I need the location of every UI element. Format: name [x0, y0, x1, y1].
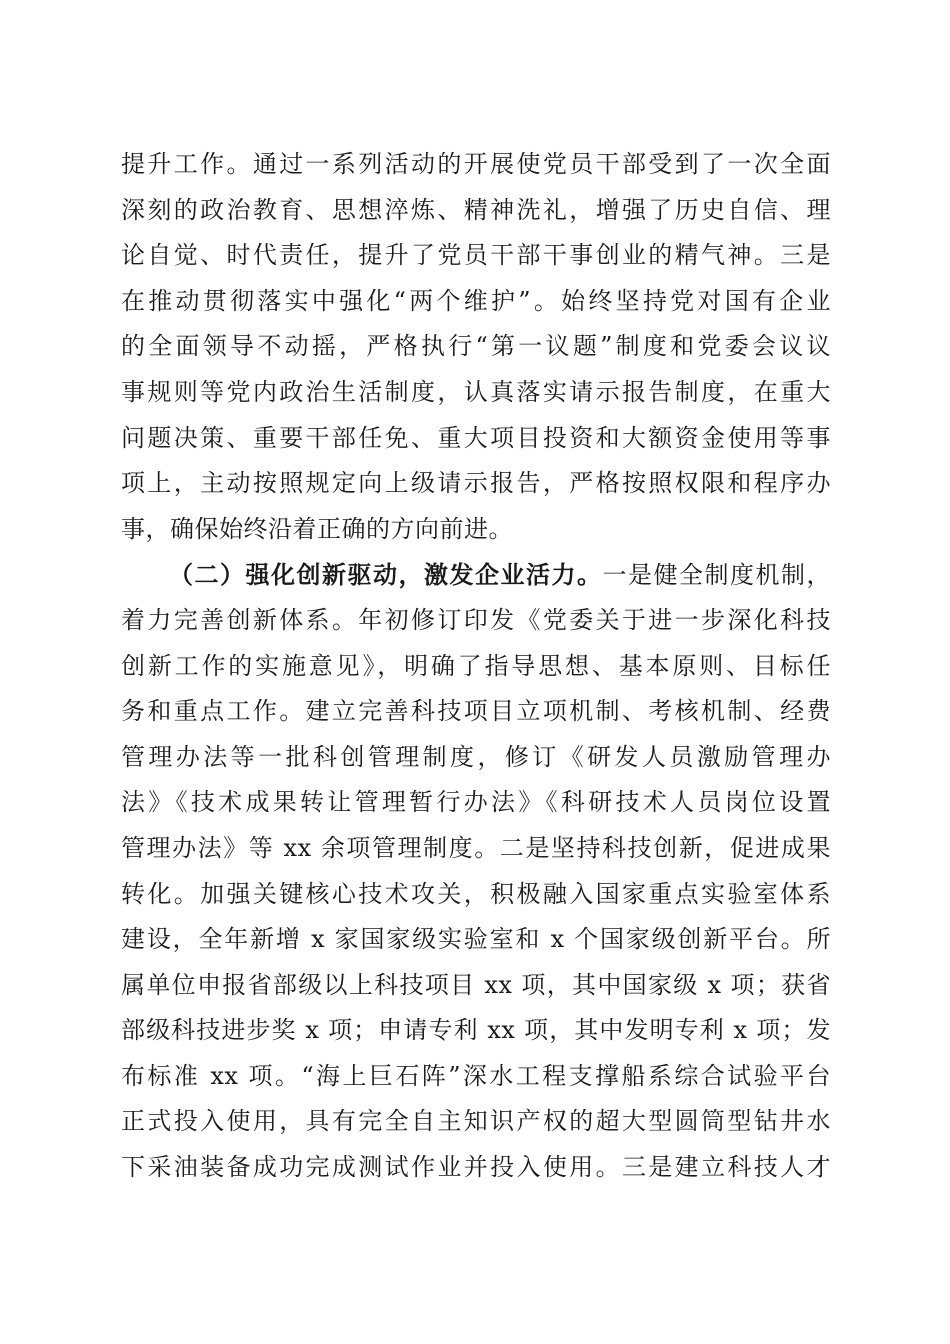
text-line: 部级科技进步奖 x 项；申请专利 xx 项，其中发明专利 x 项；发	[121, 1016, 831, 1045]
text-line: 事，确保始终沿着正确的方向前进。	[121, 514, 513, 543]
text-line	[121, 552, 831, 598]
text-line: 法》《技术成果转让管理暂行办法》《科研技术人员岗位设置	[121, 788, 831, 817]
text-line: 创新工作的实施意见》，明确了指导思想、基本原则、目标任	[121, 651, 831, 680]
text-line: 的全面领导不动摇，严格执行“第一议题”制度和党委会议议	[121, 332, 831, 361]
text-line: 深刻的政治教育、思想淬炼、精神洗礼，增强了历史自信、理	[121, 195, 831, 224]
text-line: 属单位申报省部级以上科技项目 xx 项，其中国家级 x 项；获省	[121, 970, 831, 999]
text-line: 提升工作。通过一系列活动的开展使党员干部受到了一次全面	[121, 150, 831, 178]
text-line: 项上，主动按照规定向上级请示报告，严格按照权限和程序办	[121, 469, 831, 498]
text-line: 建设，全年新增 x 家国家级实验室和 x 个国家级创新平台。所	[121, 925, 831, 954]
section-heading: （二）强化创新驱动，激发企业活力。	[169, 560, 603, 590]
text-line: 管理办法》等 xx 余项管理制度。二是坚持科技创新，促进成果	[121, 833, 831, 862]
text-run: 一是健全制度机制，	[602, 561, 831, 590]
text-line: 下采油装备成功完成测试作业并投入使用。三是建立科技人才	[121, 1153, 831, 1182]
text-line: 正式投入使用，具有完全自主知识产权的超大型圆筒型钻井水	[121, 1107, 831, 1136]
text-line: 布标准 xx 项。“海上巨石阵”深水工程支撑船系综合试验平台	[121, 1061, 831, 1090]
text-line: 问题决策、重要干部任免、重大项目投资和大额资金使用等事	[121, 423, 831, 452]
text-line: 着力完善创新体系。年初修订印发《党委关于进一步深化科技	[121, 605, 831, 634]
text-line: 事规则等党内政治生活制度，认真落实请示报告制度，在重大	[121, 377, 831, 406]
text-line: 在推动贯彻落实中强化“两个维护”。始终坚持党对国有企业	[121, 286, 831, 315]
paragraph-2	[121, 552, 831, 1190]
paragraph-1	[121, 142, 831, 552]
document-body	[121, 142, 831, 1191]
text-line: 论自觉、时代责任，提升了党员干部干事创业的精气神。三是	[121, 241, 831, 270]
text-line: 务和重点工作。建立完善科技项目立项机制、考核机制、经费	[121, 697, 831, 726]
text-line: 转化。加强关键核心技术攻关，积极融入国家重点实验室体系	[121, 879, 831, 908]
text-line: 管理办法等一批科创管理制度，修订《研发人员激励管理办	[121, 742, 831, 771]
